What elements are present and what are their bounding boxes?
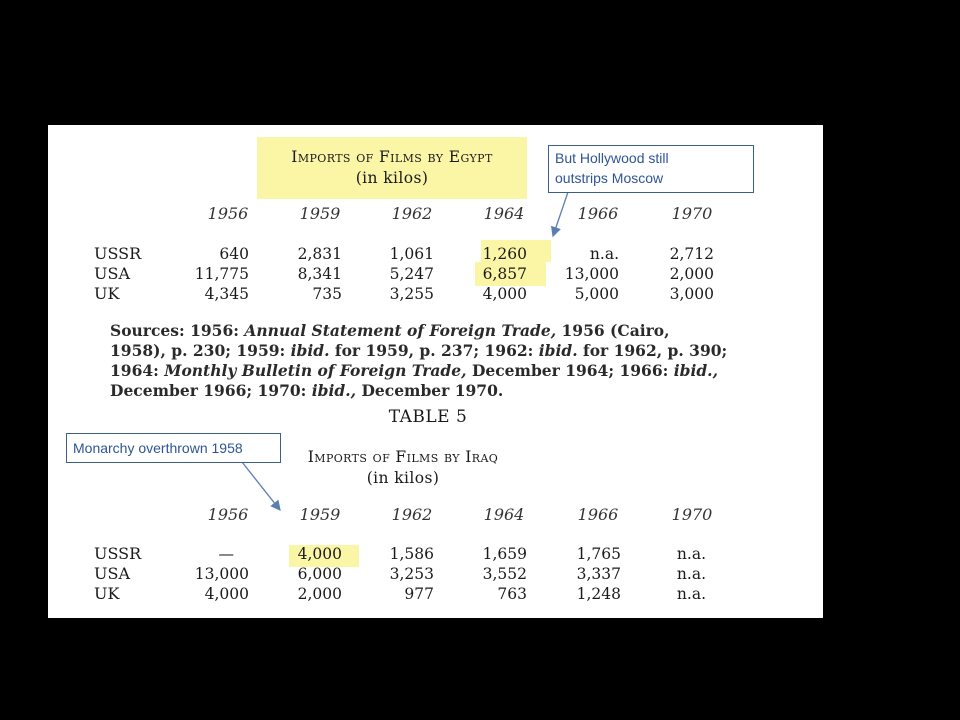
table-cell: 977	[404, 585, 434, 603]
sources-text: Sources: 1956:	[110, 321, 239, 340]
table-cell: 3,000	[669, 285, 714, 303]
year-header: 1966	[577, 204, 619, 223]
table-cell: —	[218, 545, 234, 563]
table-cell: 11,775	[194, 265, 249, 283]
table-cell: 13,000	[564, 265, 619, 283]
table-cell: 735	[312, 285, 342, 303]
row-label-ussr: USSR	[94, 544, 142, 563]
hollywood-callout	[548, 145, 754, 193]
year-header: 1956	[207, 204, 249, 223]
iraq-title-line1: Imports of Films by Iraq	[307, 448, 499, 466]
sources-text: for 1962, p. 390; 1964:	[110, 341, 728, 380]
table-cell: 1,260	[482, 245, 527, 263]
sources-text: 1956 (Cairo, 1958), p. 230; 1959:	[110, 321, 670, 360]
table-cell: 2,712	[669, 245, 714, 263]
year-header: 1956	[207, 505, 249, 524]
table-cell: 3,337	[576, 565, 621, 583]
table-cell: n.a.	[676, 565, 706, 583]
row-label-usa: USA	[94, 564, 130, 583]
year-header: 1964	[483, 204, 525, 223]
table-cell: 1,061	[389, 245, 434, 263]
monarchy-arrow	[242, 462, 280, 510]
table-cell: n.a.	[589, 245, 619, 263]
year-header: 1966	[577, 505, 619, 524]
table-cell: 5,000	[574, 285, 619, 303]
monarchy-callout	[66, 433, 281, 463]
table-cell: 4,000	[482, 285, 527, 303]
table-cell: 6,857	[482, 265, 527, 283]
row-label-uk: UK	[94, 584, 120, 603]
year-header: 1970	[671, 505, 713, 524]
table-cell: n.a.	[676, 585, 706, 603]
sources-ibid: ibid.,	[673, 361, 718, 380]
table-cell: 2,000	[297, 585, 342, 603]
table-cell: 763	[497, 585, 527, 603]
egypt-title-line2: (in kilos)	[355, 169, 429, 187]
table-cell: n.a.	[676, 545, 706, 563]
table-cell: 3,552	[482, 565, 527, 583]
table-cell: 8,341	[297, 265, 342, 283]
sources-ibid: ibid.	[290, 341, 330, 360]
table-cell: 1,586	[389, 545, 434, 563]
sources-text: December 1970.	[361, 381, 504, 400]
year-header: 1964	[483, 505, 525, 524]
table-cell: 1,659	[482, 545, 527, 563]
table-cell: 3,255	[389, 285, 434, 303]
row-label-ussr: USSR	[94, 244, 142, 263]
table-cell: 6,000	[297, 565, 342, 583]
sources-text: for 1959, p. 237; 1962:	[334, 341, 534, 360]
table-cell: 4,345	[204, 285, 249, 303]
sources-ibid: ibid.	[538, 341, 578, 360]
sources-title: Monthly Bulletin of Foreign Trade,	[164, 361, 467, 380]
table-cell: 3,253	[389, 565, 434, 583]
sources-text: December 1964; 1966:	[471, 361, 669, 380]
egypt-title-line1: Imports of Films by Egypt	[291, 148, 493, 166]
table-cell: 4,000	[297, 545, 342, 563]
iraq-title-line2: (in kilos)	[366, 469, 440, 487]
table-cell: 640	[219, 245, 249, 263]
sources-title: Annual Statement of Foreign Trade,	[244, 321, 557, 340]
hollywood-callout-line1: But Hollywood still	[555, 150, 669, 166]
table-cell: 2,831	[297, 245, 342, 263]
table-cell: 5,247	[389, 265, 434, 283]
row-label-usa: USA	[94, 264, 130, 283]
table-cell: 4,000	[204, 585, 249, 603]
hollywood-arrow	[553, 192, 568, 236]
year-header: 1962	[391, 505, 433, 524]
year-header: 1959	[299, 505, 341, 524]
sources-text: December 1966; 1970:	[110, 381, 307, 400]
table-cell: 2,000	[669, 265, 714, 283]
year-header: 1962	[391, 204, 433, 223]
sources-ibid: ibid.,	[311, 381, 357, 400]
year-header: 1970	[671, 204, 713, 223]
table-number: TABLE 5	[388, 407, 468, 427]
table-cell: 1,765	[576, 545, 621, 563]
table-cell: 13,000	[194, 565, 249, 583]
year-header: 1959	[299, 204, 341, 223]
hollywood-callout-line2: outstrips Moscow	[555, 170, 664, 186]
monarchy-callout-text: Monarchy overthrown 1958	[73, 440, 243, 456]
row-label-uk: UK	[94, 284, 120, 303]
table-cell: 1,248	[576, 585, 621, 603]
